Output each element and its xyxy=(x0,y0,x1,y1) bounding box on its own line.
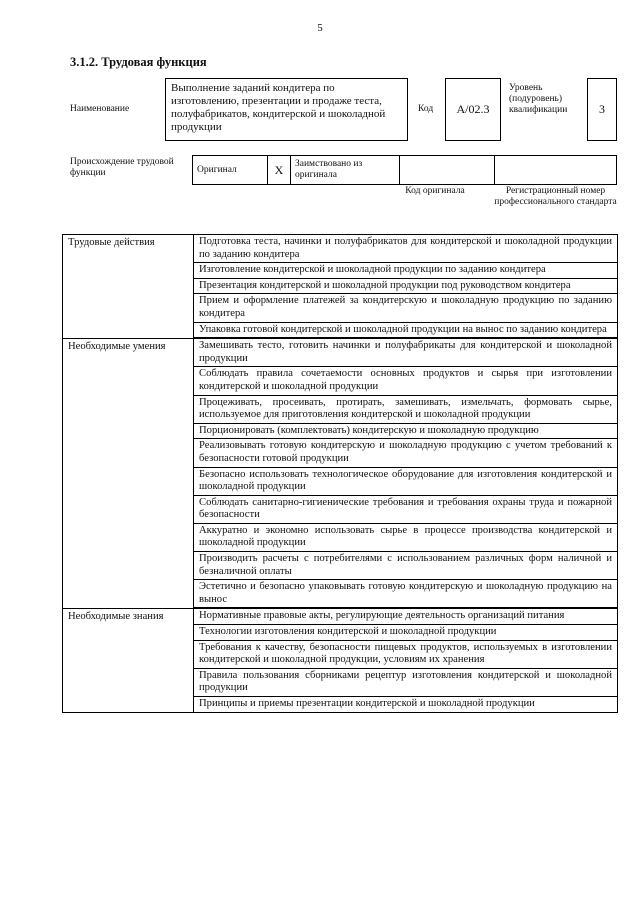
table-cell: Упаковка готовой кондитерской и шоколадной продукции на вынос по заданию кондитера xyxy=(194,322,618,338)
table-cell: Аккуратно и экономно использовать сырье в процессе производства кондитерской и шоколадной продукции xyxy=(194,523,618,551)
table-cell: Порционировать (комплектовать) кондитерскую и шоколадную продукцию xyxy=(194,423,618,439)
origin-table xyxy=(192,155,617,185)
table-row xyxy=(63,608,618,624)
table-cell: Процеживать, просеивать, протирать, замешивать, измельчать, формовать сырье, используемое для приготовления кондитерской и шоколадной продукции xyxy=(194,395,618,423)
code-label: Код xyxy=(418,104,434,114)
table-cell: Принципы и приемы презентации кондитерской и шоколадной продукции xyxy=(194,697,618,713)
table-cell: Безопасно использовать технологическое оборудование для изготовления кондитерской и шоколадной продукции xyxy=(194,467,618,495)
table-cell: Требования к качеству, безопасности пищевых продуктов, используемых в изготовлении кондитерской и шоколадной продукции, условиям их хранения xyxy=(194,640,618,668)
table-cell: Производить расчеты с потребителями с использованием различных форм наличной и безналичной оплаты xyxy=(194,552,618,580)
reg-number-cell xyxy=(495,156,617,185)
function-name-box: Выполнение заданий кондитера по изготовлению, презентации и продаже теста, полуфабрикатов, кондитерской и шоколадной продукции xyxy=(165,78,408,141)
category-cell: Необходимые знания xyxy=(63,608,194,712)
qualification-level-box: 3 xyxy=(587,78,617,141)
table-cell: Соблюдать правила сочетаемости основных продуктов и сырья при изготовлении кондитерской и шоколадной продукции xyxy=(194,367,618,395)
table-cell: Презентация кондитерской и шоколадной продукции под руководством кондитера xyxy=(194,278,618,294)
competency-table xyxy=(62,234,618,713)
category-cell: Трудовые действия xyxy=(63,235,194,339)
borrowed-cell: Заимствовано из оригинала xyxy=(291,156,400,185)
table-cell: Нормативные правовые акты, регулирующие деятельность организаций питания xyxy=(194,608,618,624)
table-cell: Правила пользования сборниками рецептур изготовления кондитерской и шоколадной продукции xyxy=(194,668,618,696)
table-row xyxy=(63,338,618,367)
table-cell: Соблюдать санитарно-гигиенические требования и требования охраны труда и пожарной безопасности xyxy=(194,495,618,523)
original-mark: X xyxy=(268,156,291,185)
original-cell: Оригинал xyxy=(193,156,268,185)
origin-label: Происхождение трудовой функции xyxy=(70,157,174,178)
name-label: Наименование xyxy=(70,104,130,114)
original-code-cell xyxy=(400,156,495,185)
table-cell: Прием и оформление платежей за кондитерскую и шоколадную продукцию по заданию кондитера xyxy=(194,294,618,322)
table-cell: Изготовление кондитерской и шоколадной продукции по заданию кондитера xyxy=(194,263,618,279)
table-cell: Реализовывать готовую кондитерскую и шоколадную продукцию с учетом требований к безопасности готовой продукции xyxy=(194,439,618,467)
page-number: 5 xyxy=(317,22,323,34)
table-cell: Подготовка теста, начинки и полуфабрикатов для кондитерской и шоколадной продукции по заданию кондитера xyxy=(194,235,618,263)
section-title: 3.1.2. Трудовая функция xyxy=(70,55,207,69)
function-code-box: А/02.3 xyxy=(445,78,501,141)
code-original-caption: Код оригинала xyxy=(405,186,465,196)
table-row xyxy=(63,235,618,263)
level-label: Уровень (подуровень) квалификации xyxy=(509,83,568,115)
table-cell: Эстетично и безопасно упаковывать готовую кондитерскую и шоколадную продукцию на вынос xyxy=(194,580,618,609)
table-cell: Технологии изготовления кондитерской и шоколадной продукции xyxy=(194,625,618,641)
category-cell: Необходимые умения xyxy=(63,338,194,608)
reg-number-caption: Регистрационный номер профессионального стандарта xyxy=(494,186,617,207)
table-cell: Замешивать тесто, готовить начинки и полуфабрикаты для кондитерской и шоколадной продукции xyxy=(194,338,618,367)
